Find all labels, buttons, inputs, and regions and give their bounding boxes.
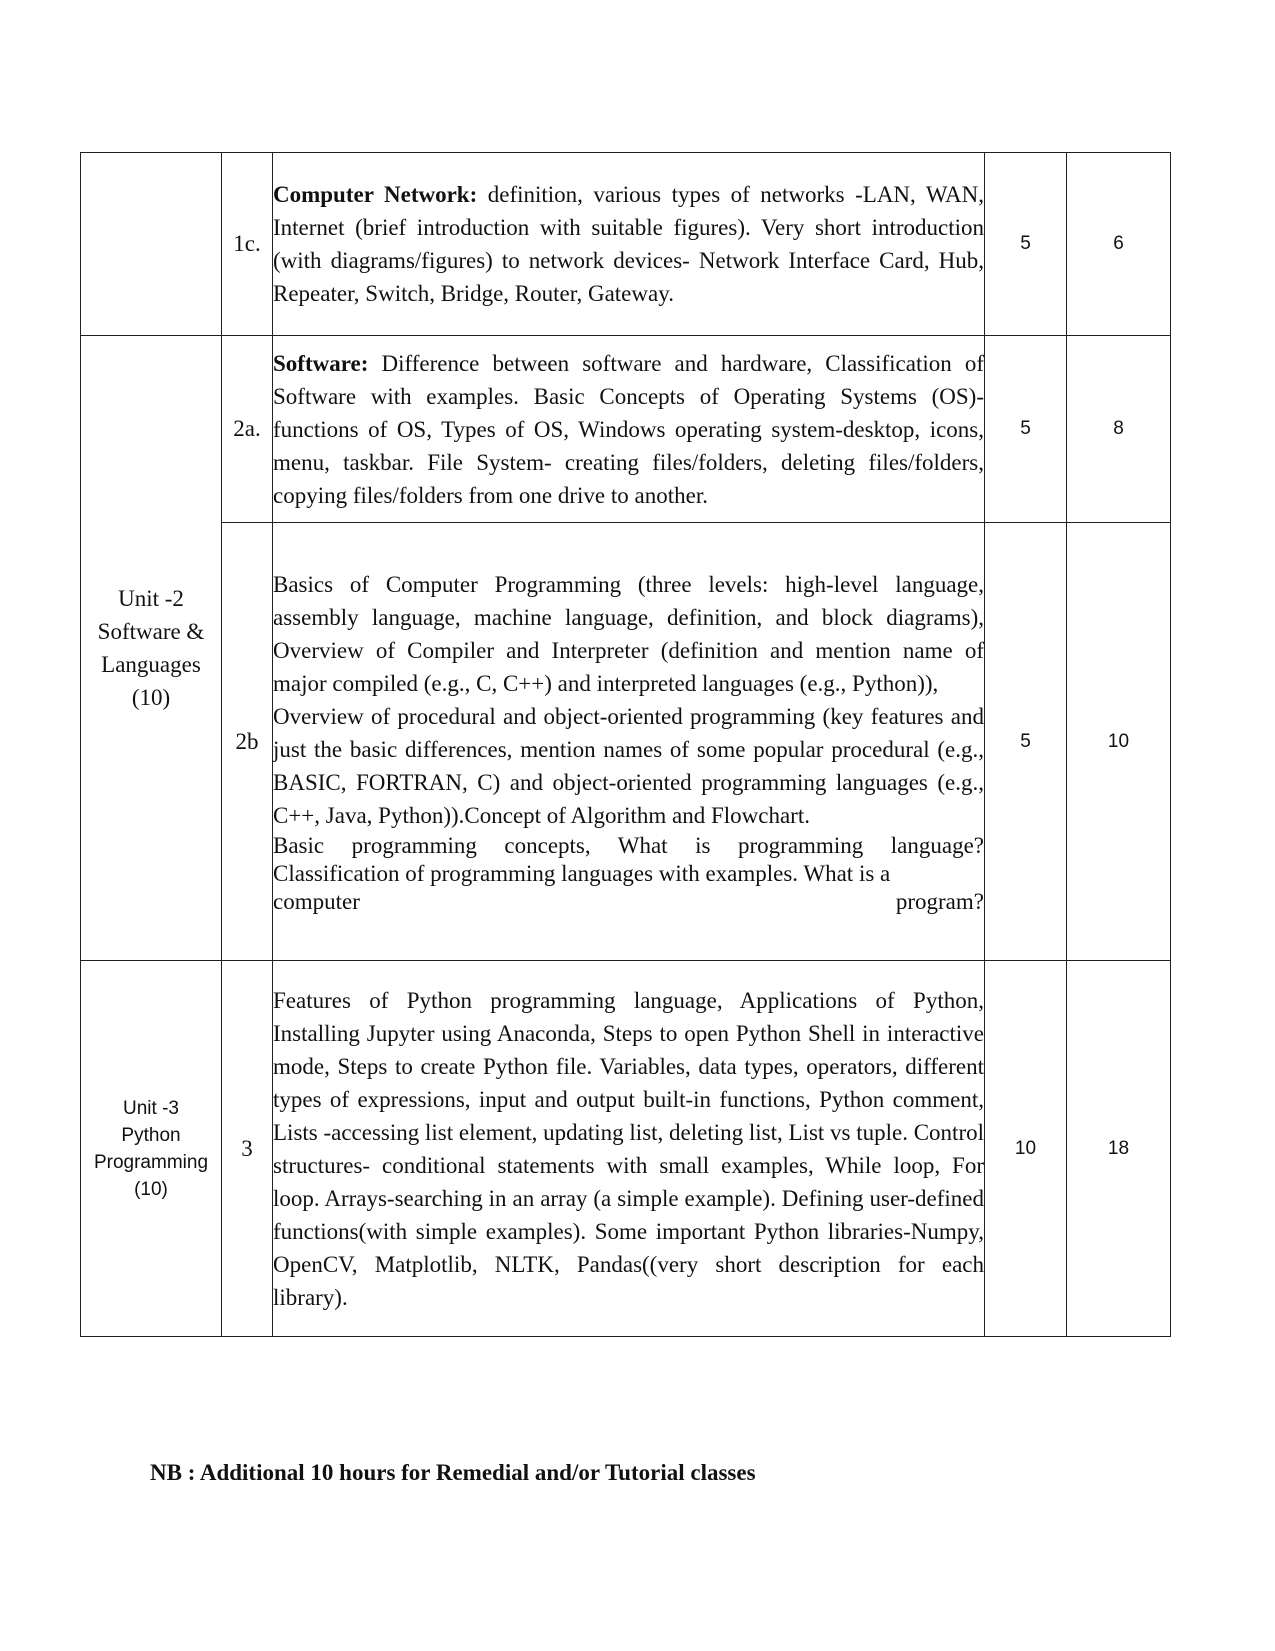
table-row (81, 523, 1171, 961)
value-cell-a: 10 (985, 961, 1067, 1337)
topic-heading: Computer Network: (273, 182, 478, 207)
topic-text: Features of Python programming language, Applications of Python, Installing Jupyter using Anaconda, Steps to open Python Shell in interactive mode, Steps to create Python file. Variables, data types, operators, different types of expressions, input and output built-in functions, Python comment, Lists -accessing list element, updating list, deleting list, List vs tuple. Control structures- conditional statements with small examples, While loop, For loop. Arrays-searching in an array (a simple example). Defining user-defined functions(with simple examples). Some important Python libraries-Numpy, OpenCV, Matplotlib, NLTK, Pandas((very short description for each library). (273, 987, 985, 1310)
unit-title: Languages (101, 652, 201, 677)
topic-text: definition, various types of networks -LAN, WAN, Internet (brief introduction with suitable figures). Very short introduction (with diagrams/figures) to network devices- Network Interface Card, Hub, Repeater, Switch, Bridge, Router, Gateway. (273, 182, 984, 306)
topic-number: 3 (222, 961, 273, 1337)
topic-description (273, 336, 985, 523)
topic-text: Difference between software and hardware, Classification of Software with examples. Basic Concepts of Operating Systems (OS)- functions of OS, Types of OS, Windows operating system-desktop, icons, menu, taskbar. File System- creating files/folders, deleting files/folders, copying files/folders from one drive to another. (273, 350, 984, 508)
topic-number: 2a. (222, 336, 273, 523)
value-cell-b: 6 (1067, 153, 1171, 336)
unit-cell (81, 153, 222, 336)
topic-paragraph-end (273, 888, 984, 916)
table-row (81, 961, 1171, 1337)
table-row (81, 153, 1171, 336)
value-cell-a: 5 (985, 336, 1067, 523)
table-row (81, 336, 1171, 523)
topic-text: program? (895, 888, 984, 914)
footnote: NB : Additional 10 hours for Remedial and/or Tutorial classes (150, 1460, 756, 1485)
topic-description (273, 523, 985, 961)
unit-cell (81, 336, 222, 961)
topic-paragraph: Basic programming concepts, What is programming language? Classification of programming languages with examples. What is a (273, 832, 984, 886)
value-cell-b: 8 (1067, 336, 1171, 523)
unit-cell (81, 961, 222, 1337)
value-cell-b: 10 (1067, 523, 1171, 961)
unit-title: Programming (93, 1151, 209, 1173)
topic-number: 2b (222, 523, 273, 961)
syllabus-table (80, 152, 1171, 1337)
unit-title: Unit -2 (118, 586, 184, 611)
topic-text: computer (273, 888, 360, 914)
unit-title: Python (121, 1124, 181, 1146)
topic-heading: Software: (273, 350, 369, 376)
value-cell-a: 5 (985, 153, 1067, 336)
value-cell-b: 18 (1067, 961, 1171, 1337)
topic-description (273, 961, 985, 1337)
unit-hours: (10) (131, 685, 171, 710)
topic-number: 1c. (222, 153, 273, 336)
unit-hours: (10) (134, 1178, 168, 1200)
topic-paragraph: Overview of procedural and object-oriented programming (key features and just the basic differences, mention names of some popular procedural (e.g., BASIC, FORTRAN, C) and object-oriented programming languages (e.g., C++, Java, Python)).Concept of Algorithm and Flowchart. (273, 703, 984, 828)
unit-title: Unit -3 (123, 1097, 179, 1119)
topic-description (273, 153, 985, 336)
value-cell-a: 5 (985, 523, 1067, 961)
topic-paragraph: Basics of Computer Programming (three levels: high-level language, assembly language, machine language, definition, and block diagrams), Overview of Compiler and Interpreter (definition and mention name of major compiled (e.g., C, C++) and interpreted languages (e.g., Python)), (273, 571, 984, 696)
unit-title: Software & (97, 619, 205, 644)
